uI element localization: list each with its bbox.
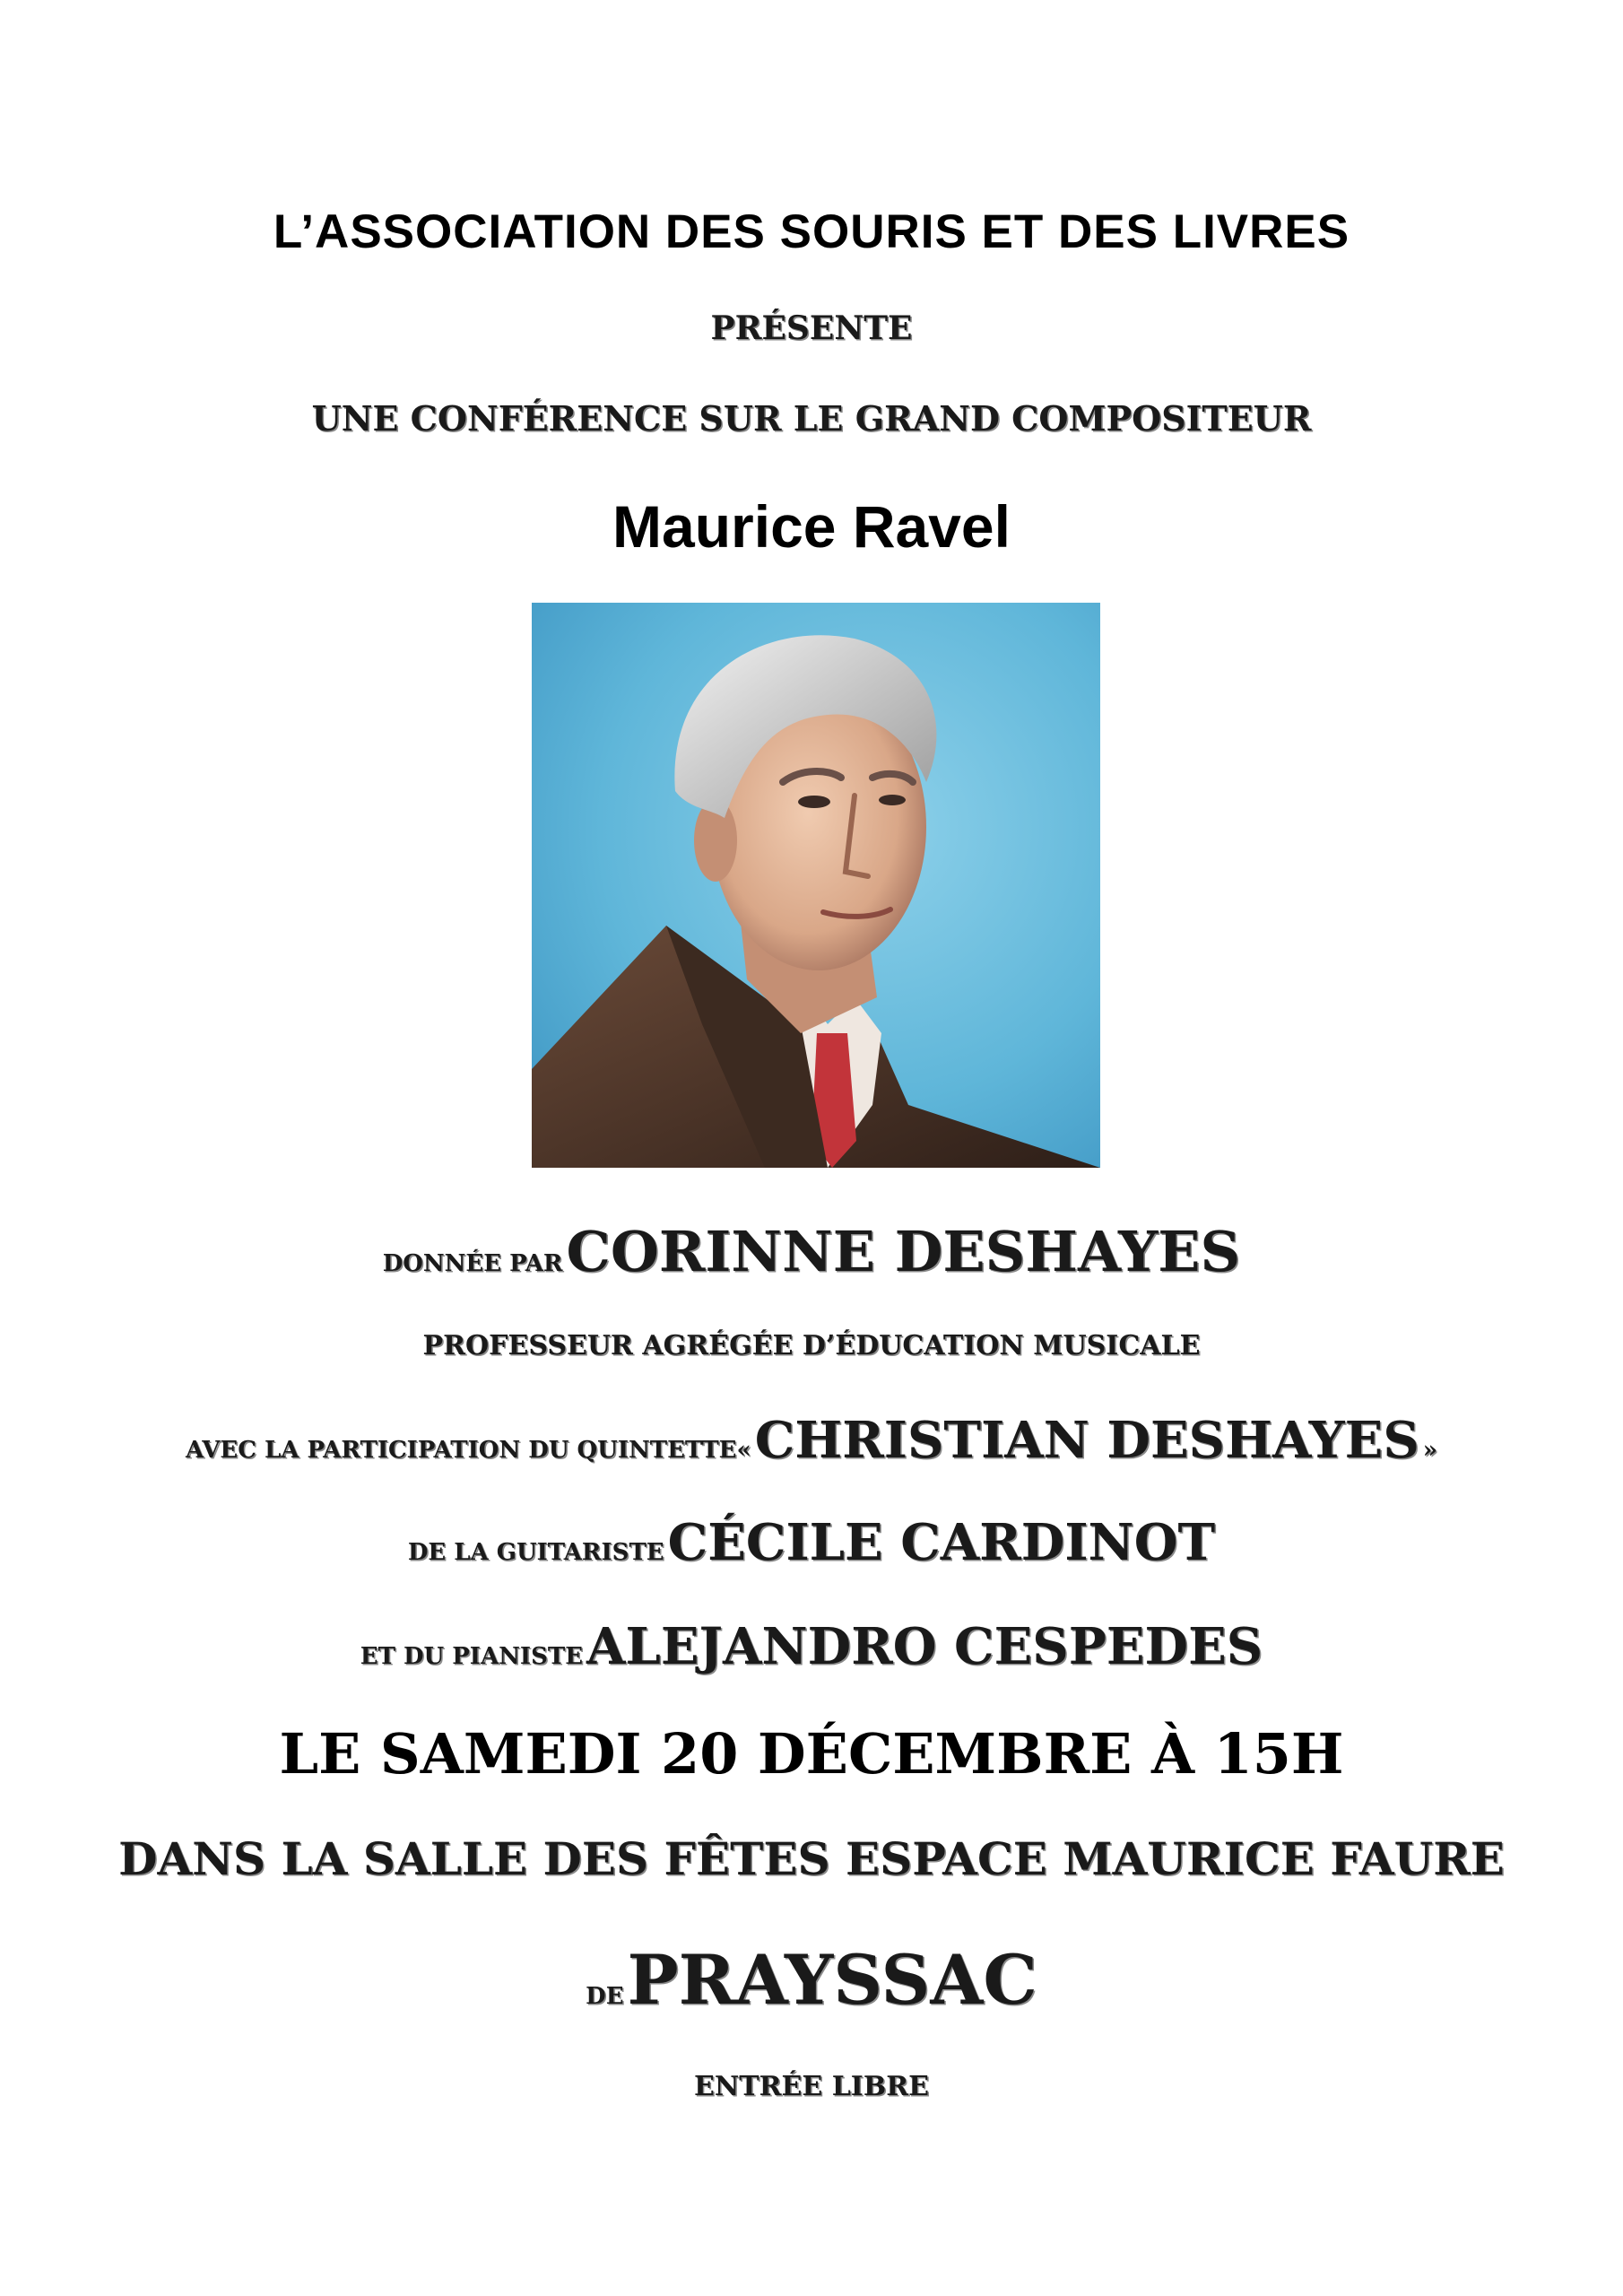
conference-intro: UNE CONFÉRENCE SUR LE GRAND COMPOSITEUR bbox=[311, 398, 1312, 439]
admission-text: ENTRÉE LIBRE bbox=[693, 2071, 929, 2102]
pianist-name: ALEJANDRO CESPEDES bbox=[586, 1617, 1263, 1676]
speaker-line bbox=[0, 1219, 1623, 1284]
guitarist-name: CÉCILE CARDINOT bbox=[667, 1513, 1216, 1572]
organizer-heading: L’ASSOCIATION DES SOURIS ET DES LIVRES bbox=[273, 205, 1350, 258]
speaker-name: CORINNE DESHAYES bbox=[566, 1219, 1241, 1284]
quintet-close-quote: » bbox=[1422, 1437, 1438, 1464]
pianist-line bbox=[0, 1617, 1623, 1676]
composer-name: Maurice Ravel bbox=[612, 493, 1011, 560]
composer-portrait bbox=[532, 603, 1100, 1168]
guitarist-line bbox=[0, 1513, 1623, 1572]
venue-text: DANS LA SALLE DES FÊTES ESPACE MAURICE FAURE bbox=[118, 1832, 1505, 1885]
quintet-open-quote: « bbox=[736, 1437, 751, 1464]
quintet-name: CHRISTIAN DESHAYES bbox=[754, 1411, 1419, 1470]
quintet-line bbox=[0, 1411, 1623, 1470]
participation-prefix: AVEC LA PARTICIPATION DU QUINTETTE bbox=[185, 1437, 737, 1464]
town-name: PRAYSSAC bbox=[627, 1940, 1037, 2020]
guitarist-prefix: DE LA GUITARISTE bbox=[407, 1539, 664, 1566]
presents-text: PRÉSENTE bbox=[710, 309, 913, 347]
event-date-time: LE SAMEDI 20 DÉCEMBRE À 15H bbox=[279, 1721, 1344, 1787]
speaker-title: PROFESSEUR AGRÉGÉE D’ÉDUCATION MUSICALE bbox=[422, 1330, 1201, 1361]
town-line bbox=[0, 1940, 1623, 2020]
given-by-prefix: DONNÉE PAR bbox=[382, 1250, 563, 1277]
town-prefix: DE bbox=[586, 1983, 624, 2010]
pianist-prefix: ET DU PIANISTE bbox=[360, 1643, 584, 1670]
